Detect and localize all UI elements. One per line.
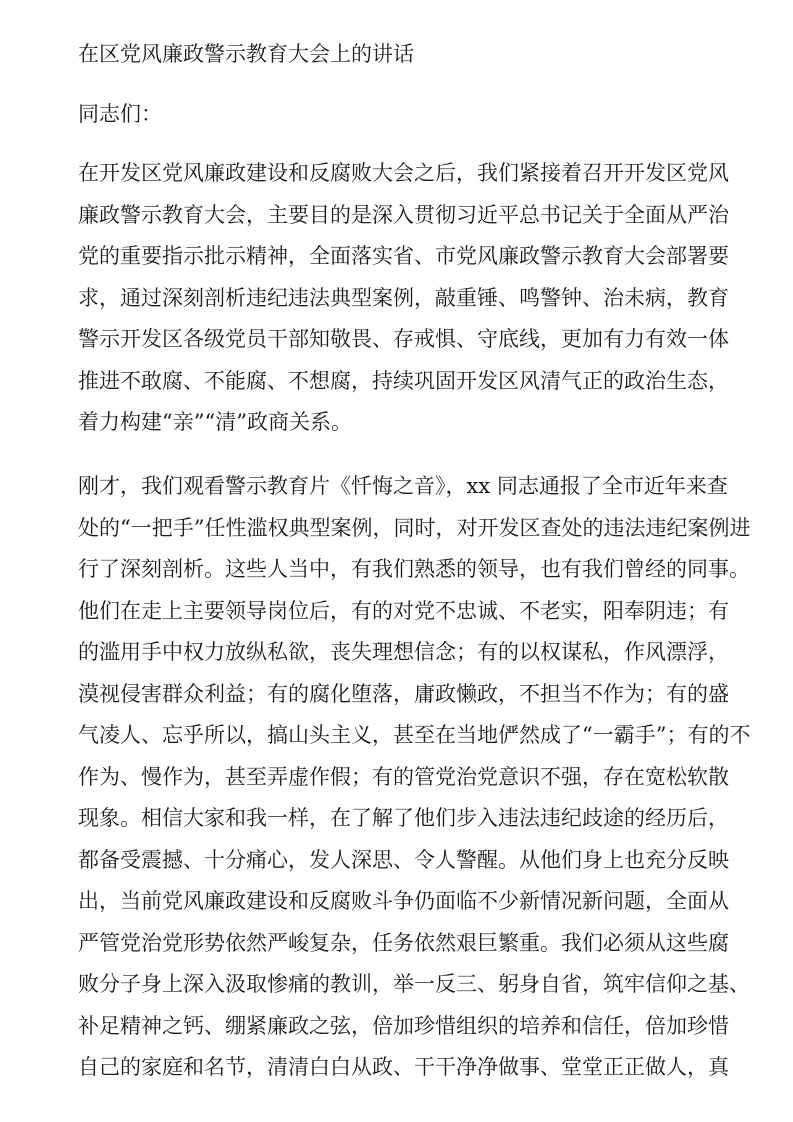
paragraph-line: 气凌人、忘乎所以，搞山头主义，甚至在当地俨然成了“一霸手”；有的不 <box>78 723 751 747</box>
paragraph-line: 在开发区党风廉政建设和反腐败大会之后，我们紧接着召开开发区党风 <box>78 161 729 185</box>
paragraph-line: 自己的家庭和名节，清清白白从政、干干净净做事、堂堂正正做人，真 <box>78 1055 729 1079</box>
paragraph-line: 现象。相信大家和我一样，在了解了他们步入违法违纪歧途的经历后， <box>78 806 729 830</box>
paragraph-line: 处的“一把手”任性滥权典型案例，同时，对开发区查处的违法违纪案例进 <box>78 515 751 540</box>
paragraph-2 <box>78 466 750 1089</box>
greeting-text: 同志们： <box>78 102 162 126</box>
paragraph-line: 出，当前党风廉政建设和反腐败斗争仍面临不少新情况新问题，全面从 <box>78 889 729 913</box>
paragraph-line: 他们在走上主要领导岗位后，有的对党不忠诚、不老实，阳奉阴违；有 <box>78 598 729 623</box>
paragraph-line: 作为、慢作为，甚至弄虚作假；有的管党治党意识不强，存在宽松软散 <box>78 764 729 789</box>
paragraph-line: 廉政警示教育大会，主要目的是深入贯彻习近平总书记关于全面从严治 <box>78 202 729 227</box>
paragraph-line: 党的重要指示批示精神，全面落实省、市党风廉政警示教育大会部署要 <box>78 244 729 268</box>
paragraph-line: 求，通过深刻剖析违纪违法典型案例，敲重锤、鸣警钟、治未病，教育 <box>78 285 729 310</box>
paragraph-line: 刚才，我们观看警示教育片《忏悔之音》，xx 同志通报了全市近年来查 <box>78 474 728 498</box>
paragraph-line: 行了深刻剖析。这些人当中，有我们熟悉的领导，也有我们曾经的同事。 <box>78 557 750 581</box>
paragraph-line: 警示开发区各级党员干部知敬畏、存戒惧、守底线，更加有力有效一体 <box>78 327 729 351</box>
paragraph-line: 的滥用手中权力放纵私欲，丧失理想信念；有的以权谋私，作风漂浮， <box>78 640 729 664</box>
paragraph-line: 漠视侵害群众利益；有的腐化堕落，庸政懒政，不担当不作为；有的盛 <box>78 681 729 706</box>
paragraph-line: 败分子身上深入汲取惨痛的教训，举一反三、躬身自省，筑牢信仰之基、 <box>78 972 750 996</box>
title-text: 在区党风廉政警示教育大会上的讲话 <box>78 42 414 66</box>
paragraph-line: 补足精神之钙、绷紧廉政之弦，倍加珍惜组织的培养和信任，倍加珍惜 <box>78 1013 729 1038</box>
paragraph-line: 严管党治党形势依然严峻复杂，任务依然艰巨繁重。我们必须从这些腐 <box>78 930 729 955</box>
paragraph-line: 推进不敢腐、不能腐、不想腐，持续巩固开发区风清气正的政治生态， <box>78 368 729 393</box>
document-title <box>78 34 414 76</box>
paragraph-line: 着力构建“亲”“清”政商关系。 <box>78 410 352 434</box>
paragraph-line: 都备受震撼、十分痛心，发人深思、令人警醒。从他们身上也充分反映 <box>78 847 729 872</box>
greeting <box>78 94 162 136</box>
paragraph-1 <box>78 153 729 444</box>
